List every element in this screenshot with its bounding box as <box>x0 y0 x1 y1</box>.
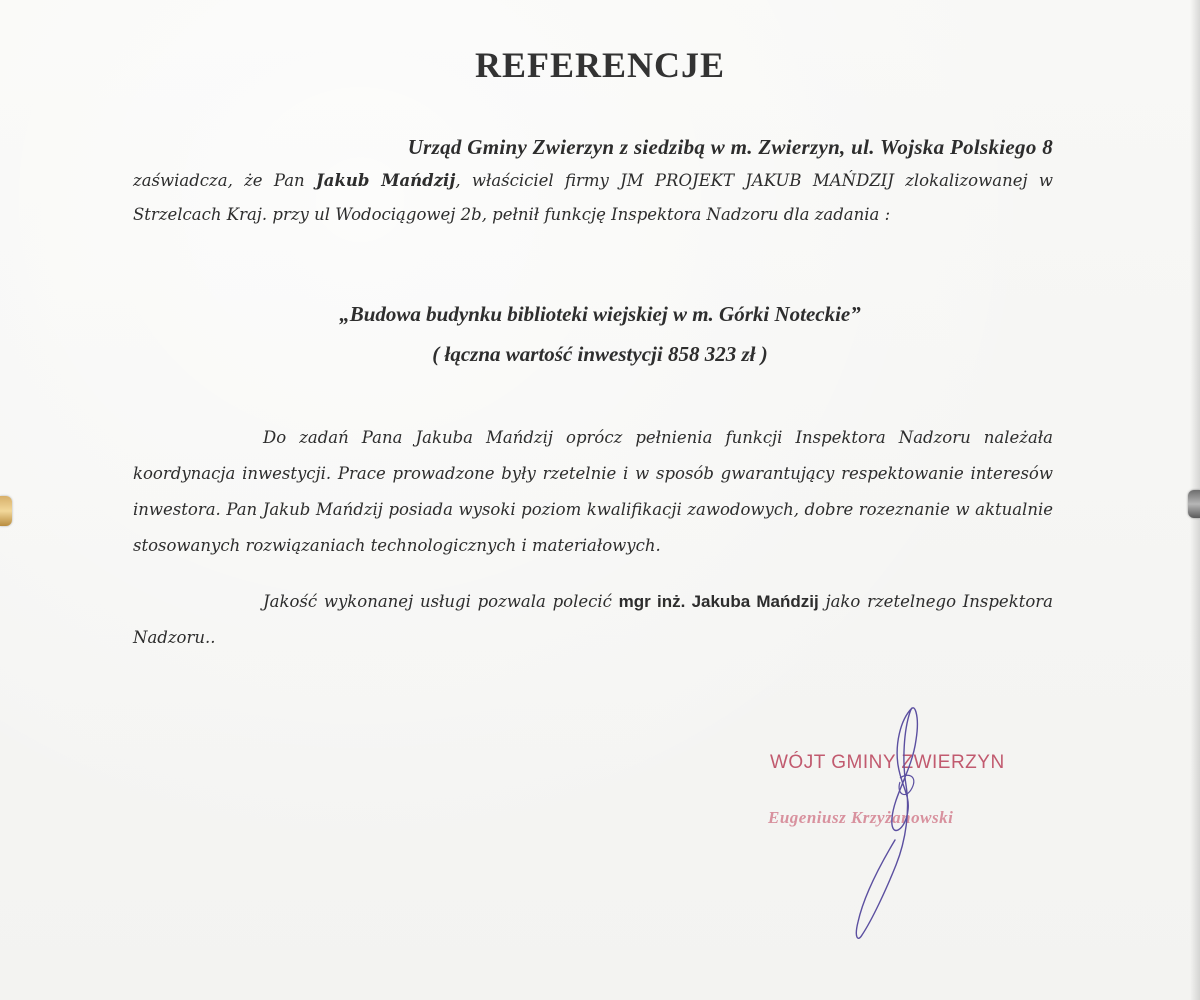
stamp-person: Eugeniusz Krzyżanowski <box>768 808 954 827</box>
recommendation-pre: Jakość wykonanej usługi pozwala polecić <box>263 592 619 611</box>
intro-text-post: , właściciel firmy JM PROJEKT JAKUB MAŃDZIJ zlokalizowanej w Strzelcach Kraj. przy ul Wodociągowej 2b, pełnił funkcję Inspektora Nadzoru dla zadania : <box>133 171 1053 224</box>
body-paragraph-1-text: Do zadań Pana Jakuba Mańdzij oprócz pełnienia funkcji Inspektora Nadzoru należała koordynacja inwestycji. Prace prowadzone były rzetelnie i w sposób gwarantujący respektowanie interesów inwestora. Pan Jakub Mańdzij posiada wysoki poziom kwalifikacji zawodowych, dobre rozeznanie w aktualnie stosowanych rozwiązaniach technologicznych i materiałowych. <box>133 428 1053 555</box>
recommended-person: mgr inż. Jakuba Mańdzij <box>618 592 819 611</box>
issuer-line: Urząd Gminy Zwierzyn z siedzibą w m. Zwierzyn, ul. Wojska Polskiego 8 <box>407 135 1053 159</box>
task-name: „Budowa budynku biblioteki wiejskiej w m. Górki Noteckie” <box>339 302 861 326</box>
signature-stroke <box>856 708 917 939</box>
frame-clip-left <box>0 496 12 526</box>
body-paragraph-1 <box>133 420 1053 564</box>
stamp-office: WÓJT GMINY ZWIERZYN <box>770 752 1005 773</box>
recommendation-post: jako rzetelnego Inspektora Nadzoru.. <box>133 592 1053 647</box>
intro-paragraph <box>133 130 1053 232</box>
task-block <box>0 294 1200 374</box>
frame-clip-right <box>1188 490 1200 518</box>
intro-text-pre: zaświadcza, że Pan <box>133 171 316 190</box>
task-value: ( łączna wartość inwestycji 858 323 zł ) <box>432 342 768 366</box>
body-paragraph-2 <box>133 584 1053 656</box>
contractor-name: Jakub Mańdzij <box>315 171 456 190</box>
document-title: REFERENCJE <box>474 45 726 85</box>
handwritten-signature <box>840 690 940 950</box>
